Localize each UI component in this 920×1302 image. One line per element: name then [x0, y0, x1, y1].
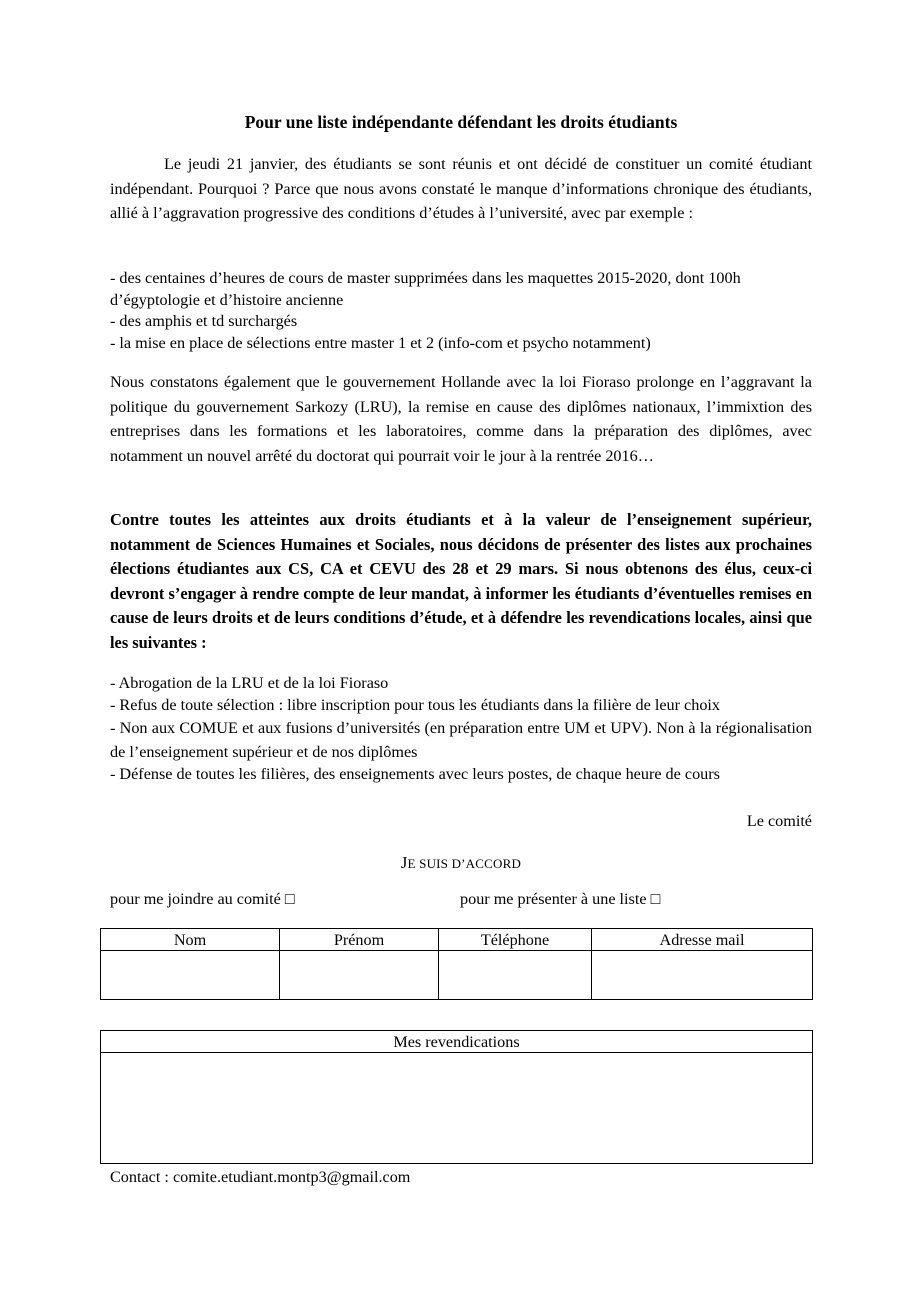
join-committee-checkbox[interactable]: □	[284, 890, 295, 908]
bold-paragraph: Contre toutes les atteintes aux droits étudiants et à la valeur de l’enseignement supérieur, notamment de Sciences Humaines et Sociales, nous décidons de présenter des listes aux prochaines élections étudiantes aux CS, CA et CEVU des 28 et 29 mars. Si nous obtenons des élus, ceux-ci devront s’engager à rendre compte de leur mandat, à informer les étudiants d’éventuelles remises en cause de leurs droits et de leurs conditions d’étude, et à défendre les revendications locales, ainsi que les suivantes :	[110, 510, 812, 652]
demand-item: - Non aux COMUE et aux fusions d’universités (en préparation entre UM et UPV). Non à la régionalisation de l’enseignement supérieur et de nos diplômes	[110, 719, 812, 761]
column-header-telephone: Téléphone	[439, 929, 592, 951]
demand-item: - Défense de toutes les filières, des enseignements avec leurs postes, de chaque heure de cours	[110, 765, 720, 783]
demands-box-header: Mes revendications	[101, 1031, 813, 1053]
join-committee-option	[110, 887, 295, 911]
demand-item: - Refus de toute sélection : libre inscription pour tous les étudiants dans la filière de leur choix	[110, 695, 721, 714]
present-list-option	[460, 887, 660, 911]
contact-line: Contact : comite.etudiant.montp3@gmail.com	[110, 1168, 411, 1186]
contact-form-header-row	[101, 929, 813, 951]
contact-form-input-row	[101, 951, 813, 1000]
demands-box	[100, 1030, 813, 1164]
present-list-checkbox[interactable]: □	[650, 890, 661, 908]
join-committee-label: pour me joindre au comité	[110, 890, 281, 908]
demand-item: - Abrogation de la LRU et de la loi Fioraso	[110, 674, 389, 692]
example-item: - des centaines d’heures de cours de master supprimées dans les maquettes 2015-2020, dont 100h d’égyptologie et d’histoire ancienne	[110, 269, 741, 309]
demands-list	[110, 673, 812, 786]
paragraph-2: Nous constatons également que le gouvernement Hollande avec la loi Fioraso prolonge en l’aggravant la politique du gouvernement Sarkozy (LRU), la remise en cause des diplômes nationaux, l’immixtion des entreprises dans les formations et les laboratoires, comme dans la préparation des diplômes, avec notamment un nouvel arrêté du doctorat qui pourrait voir le jour à la rentrée 2016…	[110, 373, 812, 465]
adresse-mail-field[interactable]	[592, 951, 813, 1000]
demands-box-input-row	[101, 1053, 813, 1164]
nom-field[interactable]	[101, 951, 280, 1000]
present-list-label: pour me présenter à une liste	[460, 890, 647, 908]
column-header-nom: Nom	[101, 929, 280, 951]
prenom-field[interactable]	[280, 951, 439, 1000]
signature: Le comité	[746, 812, 812, 830]
examples-list	[110, 268, 812, 354]
intro-paragraph: Le jeudi 21 janvier, des étudiants se sont réunis et ont décidé de constituer un comité étudiant indépendant. Pourquoi ? Parce que nous avons constaté le manque d’informations chronique des étudiants, allié à l’aggravation progressive des conditions d’études à l’université, avec par exemple :	[110, 155, 812, 222]
agree-rest: E SUIS D’ACCORD	[407, 856, 522, 871]
example-item: - la mise en place de sélections entre master 1 et 2 (info-com et psycho notamment)	[110, 333, 651, 352]
telephone-field[interactable]	[439, 951, 592, 1000]
demands-box-header-row	[101, 1031, 813, 1053]
paragraph-2-section	[110, 370, 812, 468]
bold-section	[110, 508, 812, 656]
example-item: - des amphis et td surchargés	[110, 312, 298, 330]
column-header-adresse-mail: Adresse mail	[592, 929, 813, 951]
column-header-prenom: Prénom	[280, 929, 439, 951]
contact-form-table	[100, 928, 813, 1000]
agree-heading	[110, 851, 812, 876]
document-title: Pour une liste indépendante défendant les droits étudiants	[244, 112, 678, 132]
intro-section	[110, 152, 812, 226]
agree-first-letter: J	[400, 853, 408, 872]
demands-field[interactable]	[101, 1053, 813, 1164]
